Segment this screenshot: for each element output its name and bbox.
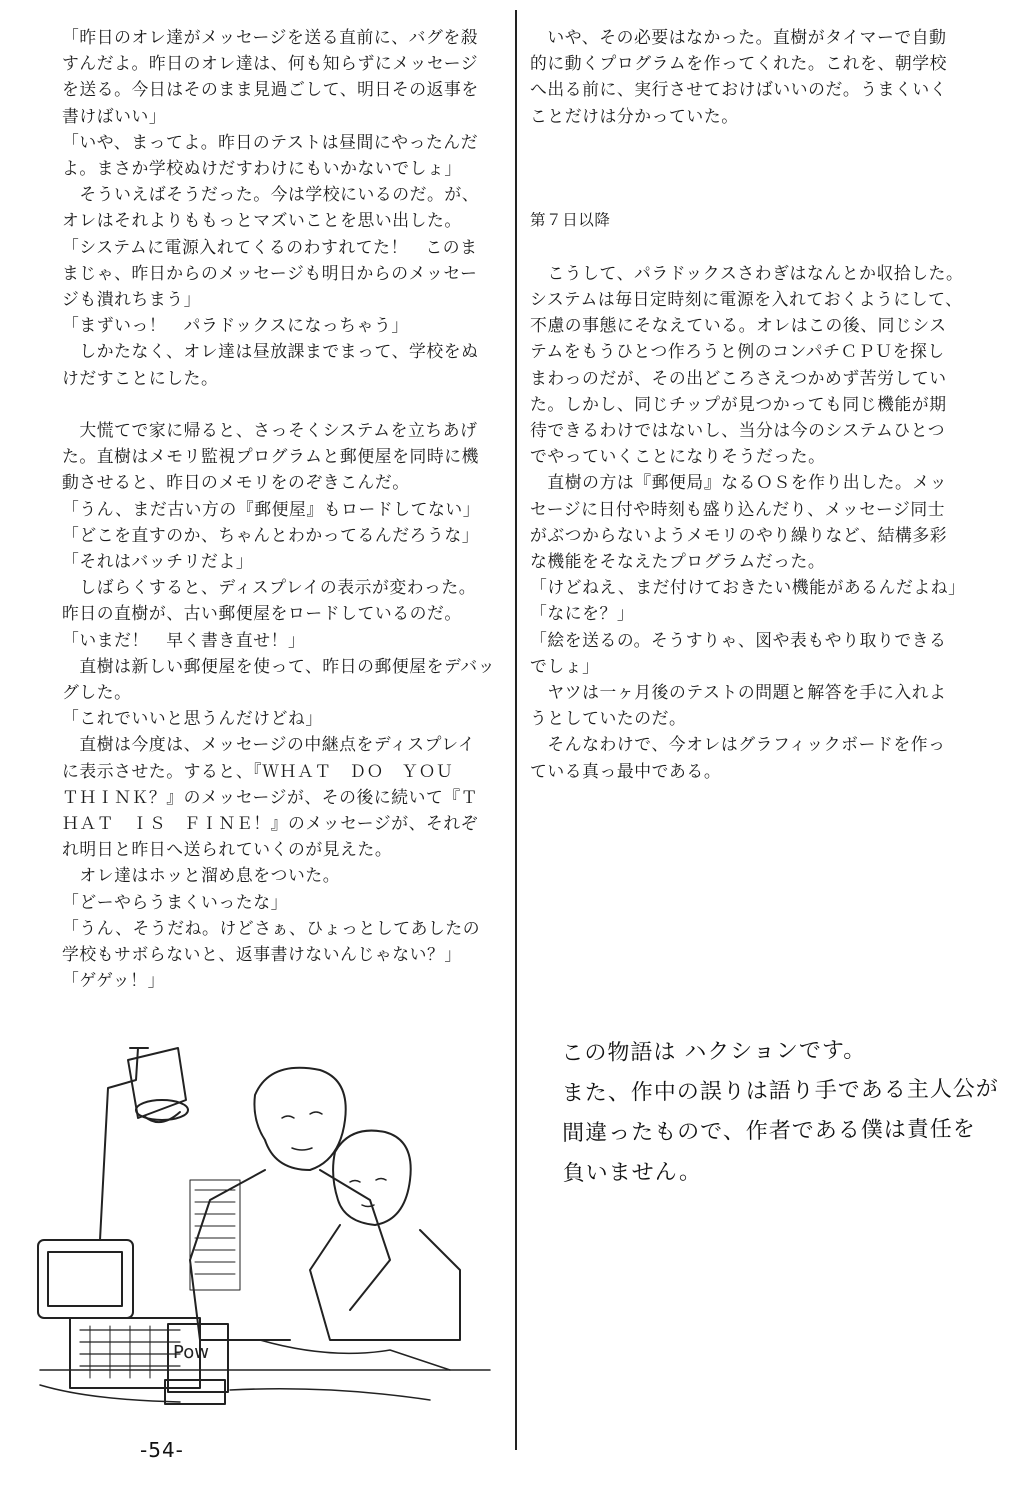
text-line: に表示させた。すると、『ＷＨＡＴ ＤＯ ＹＯＵ bbox=[62, 760, 454, 781]
text-line: 学校もサボらないと、返事書けないんじゃない？」 bbox=[62, 944, 462, 965]
text-line: た。直樹はメモリ監視プログラムと郵便屋を同時に機 bbox=[62, 446, 479, 467]
page-number: -54- bbox=[140, 1438, 184, 1462]
text-line: しばらくすると、ディスプレイの表示が変わった。 bbox=[62, 577, 477, 598]
text-line: よ。まさか学校ぬけだすわけにもいかないでしょ」 bbox=[62, 158, 462, 179]
text-line: 「なにを？」 bbox=[530, 603, 635, 624]
text-line: 「昨日のオレ達がメッセージを送る直前に、バグを殺 bbox=[62, 27, 479, 47]
text-line: そういえばそうだった。今は学校にいるのだ。が、 bbox=[62, 184, 480, 205]
right-text-column bbox=[530, 24, 990, 784]
note-line: 間違ったもので、作者である僕は責任を bbox=[562, 1116, 976, 1147]
text-line: でしょ」 bbox=[530, 655, 600, 676]
text-line: まわっのだが、その出どころさえつかめず苦労してい bbox=[530, 367, 947, 388]
text-line: ジも潰れちまう」 bbox=[62, 289, 202, 310]
text-line: 「これでいいと思うんだけどね」 bbox=[62, 708, 323, 729]
text-line: 「システムに電源入れてくるのわすれてた！ このま bbox=[62, 236, 478, 257]
text-line: 動させると、昨日のメモリをのぞきこんだ。 bbox=[62, 472, 410, 493]
text-line: オレ達はホッと溜め息をついた。 bbox=[62, 865, 341, 886]
text-line: ことだけは分かっていた。 bbox=[530, 105, 739, 126]
text-line bbox=[62, 391, 502, 417]
text-line: がぶつからないようメモリのやり繰りなど、結構多彩 bbox=[530, 524, 948, 545]
note-line: この物語は ハクションです。 bbox=[561, 1038, 867, 1067]
text-line: 「けどねえ、まだ付けておきたい機能があるんだよね」 bbox=[530, 577, 966, 598]
text-line: ヤツは一ヶ月後のテストの問題と解答を手に入れよ bbox=[530, 682, 947, 703]
text-line: オレはそれよりももっとマズいことを思い出した。 bbox=[62, 210, 462, 231]
text-line: 直樹の方は『郵便局』なるＯＳを作り出した。メッ bbox=[530, 472, 948, 493]
text-line: 「どこを直すのか、ちゃんとわかってるんだろうな」 bbox=[62, 524, 480, 545]
text-line: 昨日の直樹が、古い郵便屋をロードしているのだ。 bbox=[62, 603, 462, 624]
text-line bbox=[530, 129, 990, 155]
text-line bbox=[530, 155, 990, 181]
text-line: 「ゲゲッ！」 bbox=[62, 970, 165, 991]
text-line: 「それはバッチリだよ」 bbox=[62, 551, 254, 572]
text-line: まじゃ、昨日からのメッセージも明日からのメッセー bbox=[62, 262, 478, 283]
text-line: 大慌てで家に帰ると、さっそくシステムを立ちあげ bbox=[62, 420, 478, 441]
text-line: ＨＡＴ ＩＳ ＦＩＮＥ！』のメッセージが、それぞ bbox=[62, 813, 479, 834]
text-line: れ明日と昨日へ送られていくのが見えた。 bbox=[62, 839, 393, 860]
text-line: 直樹は新しい郵便屋を使って、昨日の郵便屋をデバッ bbox=[62, 655, 496, 676]
text-line: 書けばいい」 bbox=[62, 105, 167, 126]
desk-lamp-icon bbox=[100, 1048, 188, 1240]
text-line: 直樹は今度は、メッセージの中継点をディスプレイ bbox=[62, 734, 476, 755]
text-line: グした。 bbox=[62, 682, 132, 703]
text-line: 不慮の事態にそなえている。オレはこの後、同じシス bbox=[530, 315, 947, 336]
text-line: こうして、パラドックスさわぎはなんとか収拾した。 bbox=[530, 262, 964, 283]
pow-label: Pow bbox=[173, 1342, 209, 1363]
note-line: 負いません。 bbox=[562, 1159, 703, 1187]
text-line: 「いまだ！ 早く書き直せ！」 bbox=[62, 629, 306, 650]
left-text-column bbox=[62, 24, 502, 994]
text-line: セージに日付や時刻も盛り込んだり、メッセージ同士 bbox=[530, 498, 946, 519]
text-line: 「どーやらうまくいったな」 bbox=[62, 891, 288, 912]
text-line: な機能をそなえたプログラムだった。 bbox=[530, 551, 826, 571]
text-line: ＴＨＩＮＫ？』のメッセージが、その後に続いて『Ｔ bbox=[62, 786, 479, 807]
text-line: テムをもうひとつ作ろうと例のコンパチＣＰＵを探し bbox=[530, 341, 945, 362]
text-line: 「うん、まだ古い方の『郵便屋』もロードしてない」 bbox=[62, 498, 481, 519]
text-line: いや、その必要はなかった。直樹がタイマーで自動 bbox=[530, 27, 947, 47]
computer-icon bbox=[38, 1240, 228, 1404]
text-line: を送る。今日はそのまま見過ごして、明日その返事を bbox=[62, 79, 479, 100]
text-line: そんなわけで、今オレはグラフィックボードを作っ bbox=[530, 734, 946, 755]
text-line: 「絵を送るの。そうすりゃ、図や表もやり取りできる bbox=[530, 629, 947, 650]
text-line: へ出る前に、実行させておけばいいのだ。うまくいく bbox=[530, 79, 948, 100]
handwritten-note bbox=[561, 1030, 999, 1194]
text-line bbox=[530, 234, 990, 260]
text-line: すんだよ。昨日のオレ達は、何も知らずにメッセージ bbox=[62, 53, 479, 74]
text-line: 「いや、まってよ。昨日のテストは昼間にやったんだ bbox=[62, 131, 479, 152]
text-line: システムは毎日定時刻に電源を入れておくようにして、 bbox=[530, 288, 963, 309]
text-line: けだすことにした。 bbox=[62, 367, 219, 388]
text-line: でやっていくことになりそうだった。 bbox=[530, 446, 826, 467]
text-line: 的に動くプログラムを作ってくれた。これを、朝学校 bbox=[530, 53, 947, 74]
text-line: うとしていたのだ。 bbox=[530, 708, 687, 729]
note-line: また、作中の誤りは語り手である主人公が bbox=[561, 1076, 999, 1107]
text-line: 待できるわけではないし、当分は今のシステムひとつ bbox=[530, 419, 946, 440]
person-icon bbox=[190, 1068, 390, 1340]
text-line: ている真っ最中である。 bbox=[530, 760, 722, 781]
text-line: 「うん、そうだね。けどさぁ、ひょっとしてあしたの bbox=[62, 917, 481, 938]
section-heading: 第７日以降 bbox=[530, 211, 611, 230]
text-line: た。しかし、同じチップが見つかっても同じ機能が期 bbox=[530, 393, 947, 414]
text-line: しかたなく、オレ達は昼放課までまって、学校をぬ bbox=[62, 341, 479, 362]
text-line bbox=[530, 181, 990, 207]
column-divider bbox=[515, 10, 517, 1450]
illustration-desk-scene bbox=[30, 1040, 500, 1420]
text-line: 「まずいっ！ パラドックスになっちゃう」 bbox=[62, 315, 409, 336]
